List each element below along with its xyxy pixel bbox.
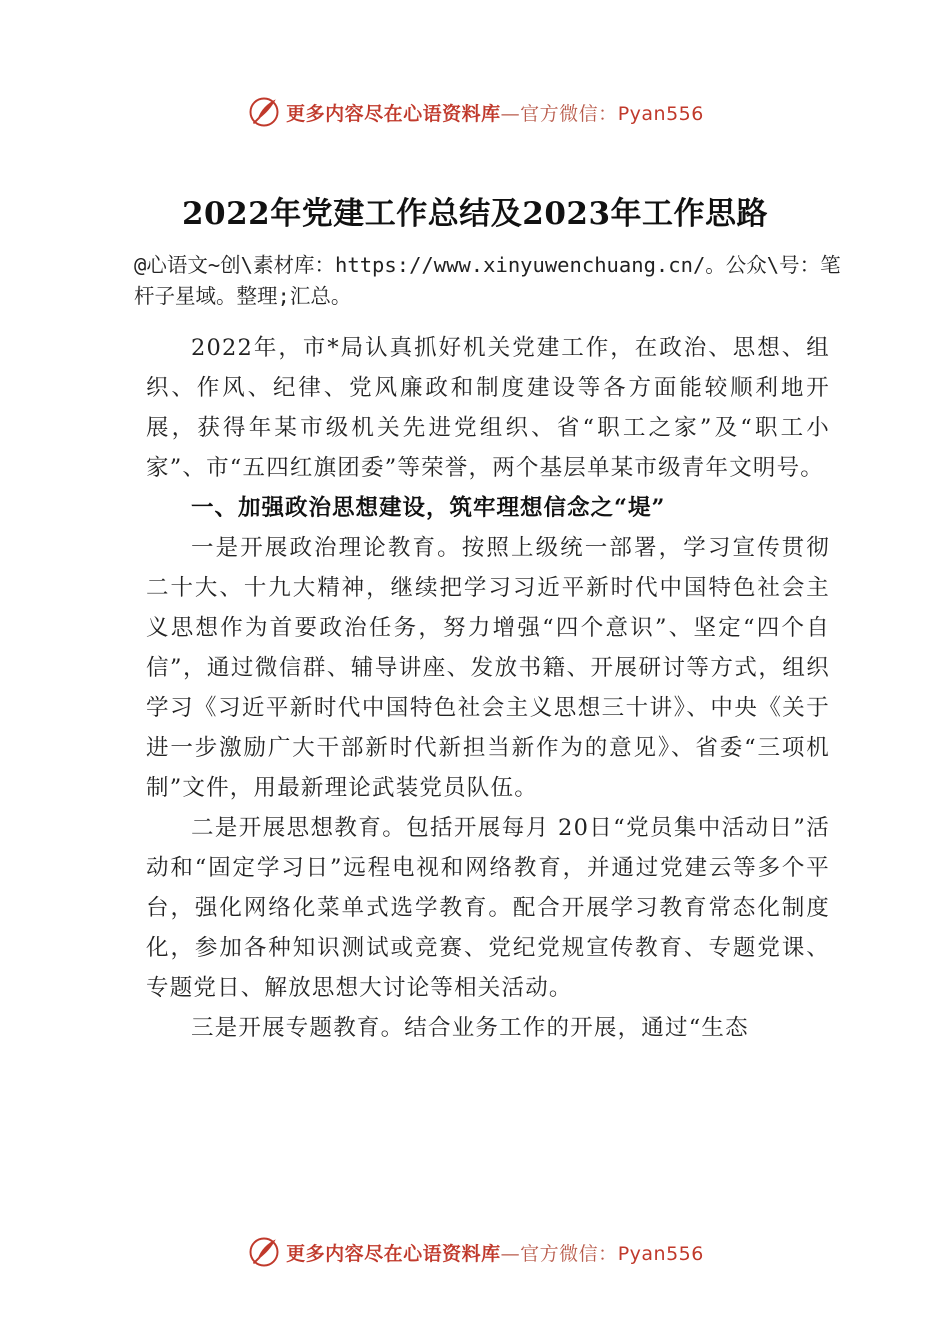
quill-logo-icon	[246, 94, 282, 130]
banner-dash-text: —官方微信：	[500, 1242, 618, 1265]
banner-main-text: 更多内容尽在心语资料库	[286, 102, 501, 125]
banner-dash-text: —官方微信：	[500, 102, 618, 125]
paragraph-theory-education: 一是开展政治理论教育。按照上级统一部署，学习宣传贯彻二十大、十九大精神，继续把学习习近平新时代中国特色社会主义思想作为首要政治任务，努力增强“四个意识”、坚定“四个自信”，通过微信群、辅导讲座、发放书籍、开展研讨等方式，组织学习《习近平新时代中国特色社会主义思想三十讲》、中央《关于进一步激励广大干部新时代新担当新作为的意见》、省委“三项机制”文件，用最新理论武装党员队伍。	[146, 535, 830, 801]
banner-text	[286, 99, 704, 126]
section-heading: 一、加强政治思想建设，筑牢理想信念之“堤”	[191, 495, 666, 521]
banner-wechat-id: Pyan556	[617, 1242, 704, 1265]
paragraph-special-education: 三是开展专题教育。结合业务工作的开展，通过“生态	[191, 1015, 749, 1041]
quill-logo-icon	[246, 1234, 282, 1270]
banner-main-text: 更多内容尽在心语资料库	[286, 1242, 501, 1265]
paragraph-ideology-education: 二是开展思想教育。包括开展每月 20日“党员集中活动日”活动和“固定学习日”远程电视和网络教育，并通过党建云等多个平台，强化网络化菜单式选学教育。配合开展学习教育常态化制度化，参加各种知识测试或竞赛、党纪党规宣传教育、专题党课、专题党日、解放思想大讨论等相关活动。	[146, 815, 830, 1001]
document-title: 2022年党建工作总结及2023年工作思路	[181, 196, 769, 232]
source-line: @心语文~创\素材库：https://www.xinyuwenchuang.cn/。公众\号：笔杆子星域。整理;汇总。	[134, 253, 841, 308]
banner-text	[286, 1239, 704, 1266]
header-banner	[0, 92, 950, 132]
banner-wechat-id: Pyan556	[617, 102, 704, 125]
footer-banner	[0, 1232, 950, 1272]
document-body	[146, 328, 830, 1048]
paragraph-intro: 2022年，市*局认真抓好机关党建工作，在政治、思想、组织、作风、纪律、党风廉政和制度建设等各方面能较顺利地开展，获得年某市级机关先进党组织、省“职工之家”及“职工小家”、市“五四红旗团委”等荣誉，两个基层单某市级青年文明号。	[146, 335, 830, 481]
